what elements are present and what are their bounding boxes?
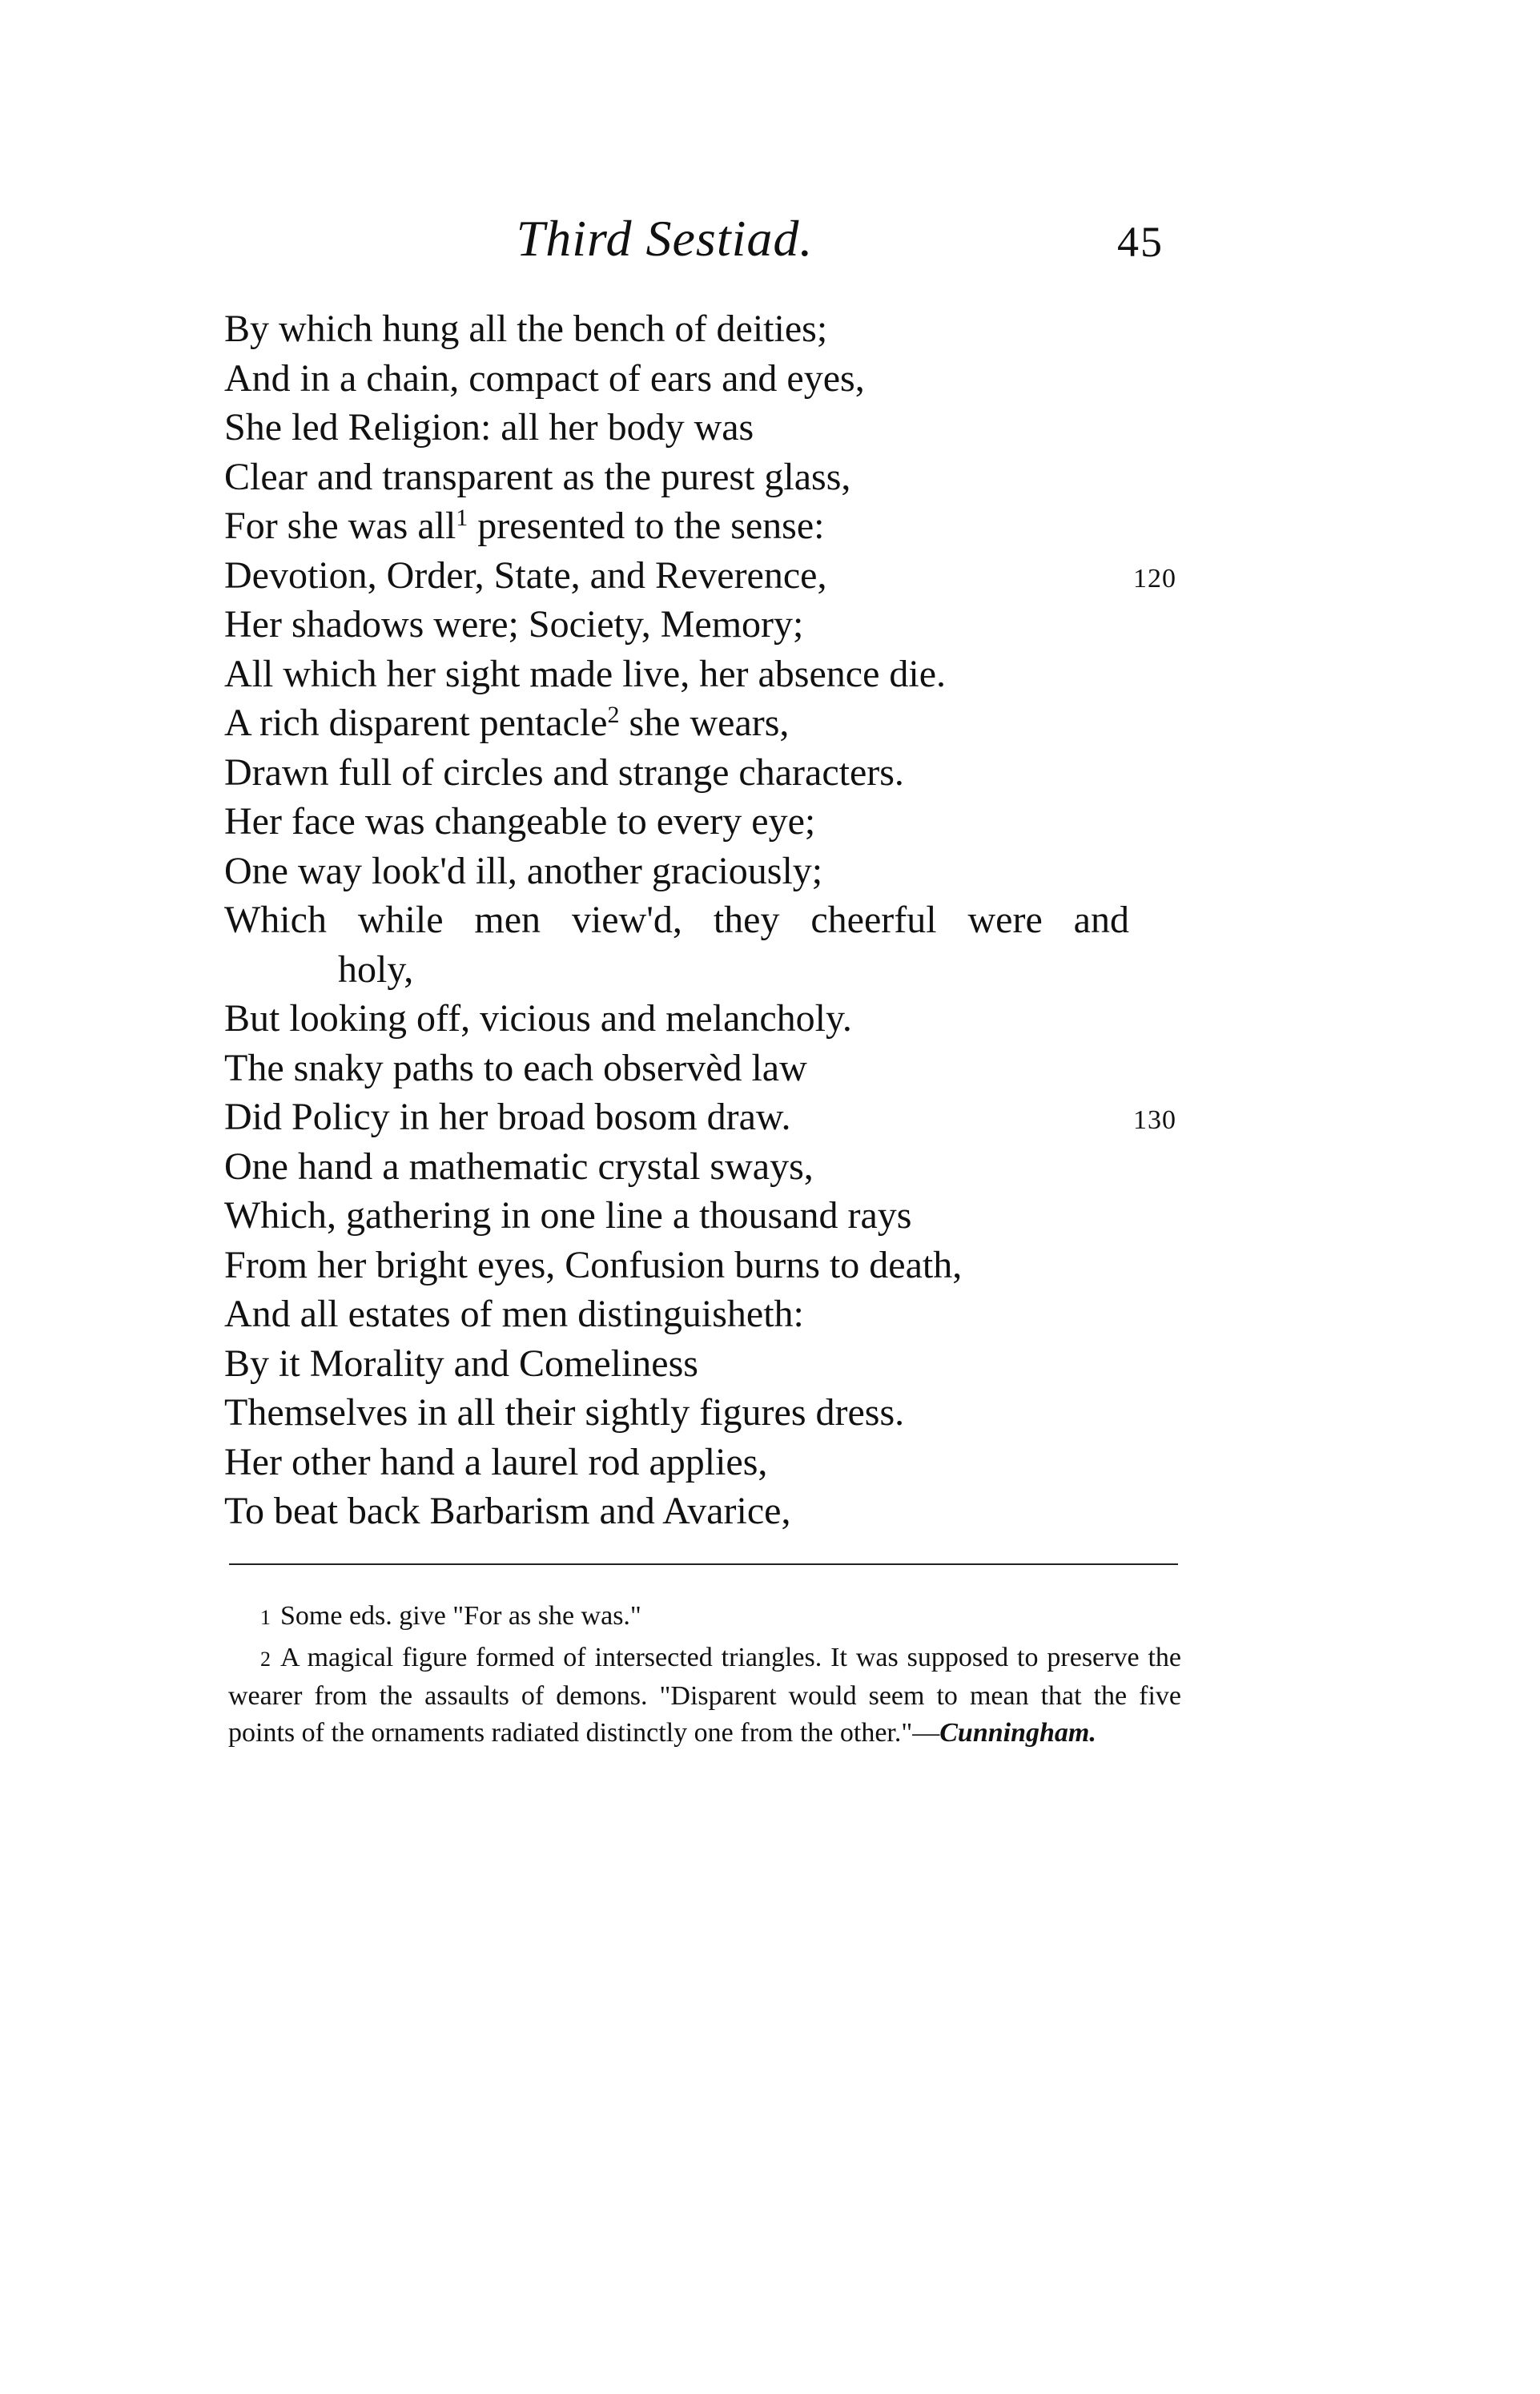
- poem-line: [224, 1339, 1265, 1389]
- line-text: Drawn full of circles and strange characters.: [224, 750, 904, 794]
- poem-line: [224, 797, 1265, 847]
- line-number: 120: [1133, 563, 1176, 593]
- poem-line: [224, 453, 1265, 502]
- line-text: By which hung all the bench of deities;: [224, 308, 828, 350]
- line-text: Her other hand a laurel rod applies,: [224, 1440, 768, 1483]
- poem-line: [224, 600, 1265, 650]
- line-text: And all estates of men distinguisheth:: [224, 1293, 804, 1335]
- word: while: [357, 899, 444, 941]
- word: cheerful: [810, 899, 937, 941]
- footnote-number: 1: [260, 1606, 271, 1629]
- footnote-text: Some eds. give "For as she was.": [280, 1601, 641, 1631]
- poem-text: [224, 304, 1265, 1536]
- footnote-2: [228, 1640, 1181, 1752]
- word: and: [1073, 899, 1129, 941]
- footnote-1: [228, 1598, 1181, 1636]
- poem-line: [224, 847, 1265, 896]
- poem-line: [224, 1142, 1265, 1192]
- poem-line: [224, 1044, 1265, 1093]
- line-text: presented to the sense:: [468, 505, 825, 547]
- poem-line: [224, 748, 1265, 798]
- line-text: Did Policy in her broad bosom draw.: [224, 1096, 791, 1138]
- running-title: Third Sestiad.: [516, 210, 814, 267]
- line-text: A rich disparent pentacle: [224, 702, 608, 744]
- line-text: One way look'd ill, another graciously;: [224, 849, 823, 892]
- page-number: 45: [1117, 218, 1164, 266]
- poem-line: [224, 1438, 1265, 1487]
- poem-line: [224, 1290, 1265, 1339]
- poem-line: [224, 650, 1265, 699]
- line-text: The snaky paths to each observèd law: [224, 1046, 807, 1089]
- line-text: holy,: [338, 948, 414, 991]
- word: were: [967, 899, 1043, 941]
- line-text: she wears,: [619, 702, 790, 744]
- line-text: By it Morality and Comeliness: [224, 1342, 698, 1385]
- word: Which: [224, 899, 327, 941]
- line-text: Clear and transparent as the purest glass,: [224, 455, 851, 498]
- line-text: For she was all: [224, 505, 456, 547]
- footnote-divider: [229, 1563, 1178, 1565]
- poem-line: [224, 895, 1265, 945]
- line-text: Her face was changeable to every eye;: [224, 800, 816, 843]
- footnote-ref: 2: [607, 702, 620, 728]
- line-text: Which, gathering in one line a thousand rays: [224, 1194, 912, 1237]
- line-text: And in a chain, compact of ears and eyes,: [224, 356, 865, 400]
- poem-line: [224, 1388, 1265, 1438]
- poem-line: [224, 1241, 1265, 1290]
- word: men: [474, 899, 541, 941]
- poem-line: [224, 403, 1265, 453]
- line-text: Her shadows were; Society, Memory;: [224, 603, 804, 646]
- line-text: From her bright eyes, Confusion burns to death,: [224, 1243, 963, 1286]
- poem-line: [224, 304, 1265, 354]
- poem-line: [224, 551, 1265, 601]
- line-text: Themselves in all their sightly figures dress.: [224, 1391, 905, 1434]
- line-text: All which her sight made live, her absence die.: [224, 652, 947, 695]
- footnote-text: A magical figure formed of intersected triangles. It was supposed to preserve the wearer from the assaults of demons. "Disparent would seem to mean that the five points of the ornaments radiated distinctly one from the other."—: [228, 1643, 1181, 1748]
- word: view'd,: [571, 899, 682, 941]
- footnotes: [228, 1598, 1181, 1755]
- line-text: Devotion, Order, State, and Reverence,: [224, 553, 827, 597]
- line-text: To beat back Barbarism and Avarice,: [224, 1490, 791, 1532]
- poem-line: [224, 1191, 1265, 1241]
- footnote-citation: Cunningham.: [939, 1718, 1096, 1748]
- line-text: But looking off, vicious and melancholy.: [224, 997, 852, 1040]
- line-number: 130: [1133, 1105, 1176, 1135]
- poem-line: [224, 994, 1265, 1044]
- footnote-number: 2: [260, 1648, 271, 1671]
- line-text: One hand a mathematic crystal sways,: [224, 1145, 814, 1188]
- line-text-justified: [224, 895, 1129, 945]
- poem-line-continuation: [224, 945, 1265, 995]
- word: they: [713, 899, 780, 941]
- poem-line: [224, 1487, 1265, 1536]
- poem-line: [224, 698, 1265, 748]
- poem-line: [224, 501, 1265, 551]
- footnote-ref: 1: [456, 505, 468, 531]
- poem-line: [224, 1092, 1265, 1142]
- poem-line: [224, 354, 1265, 404]
- line-text: She led Religion: all her body was: [224, 406, 754, 449]
